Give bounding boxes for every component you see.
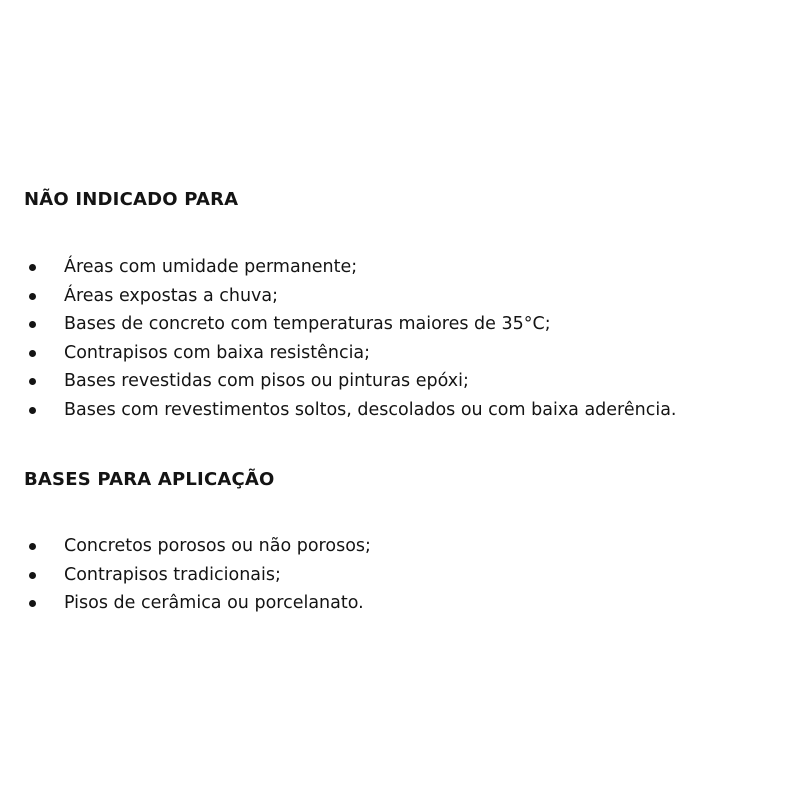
list-item (24, 532, 794, 561)
bullet-icon (29, 378, 36, 385)
list-item (24, 282, 794, 311)
list-item (24, 310, 794, 339)
document-body (24, 188, 794, 618)
section-title-not-indicated: NÃO INDICADO PARA (24, 189, 239, 210)
list-item-text: Pisos de cerâmica ou porcelanato. (64, 593, 364, 613)
list-item-text: Bases de concreto com temperaturas maiores de 35°C; (64, 314, 551, 334)
list-item (24, 589, 794, 618)
bullet-icon (29, 600, 36, 607)
bullet-icon (29, 572, 36, 579)
bullet-icon (29, 350, 36, 357)
list-item-text: Bases com revestimentos soltos, descolados ou com baixa aderência. (64, 399, 677, 420)
application-bases-list (24, 532, 794, 618)
list-item-text: Contrapisos tradicionais; (64, 564, 281, 585)
list-item (24, 561, 794, 590)
bullet-icon (29, 543, 36, 550)
bullet-icon (29, 321, 36, 328)
list-item-text: Áreas expostas a chuva; (64, 285, 279, 306)
list-item-text: Áreas com umidade permanente; (64, 257, 358, 277)
list-item (24, 367, 794, 396)
section-title-application-bases: BASES PARA APLICAÇÃO (24, 469, 275, 490)
list-item-text: Contrapisos com baixa resistência; (64, 342, 371, 363)
list-item (24, 253, 794, 282)
list-item (24, 339, 794, 368)
bullet-icon (29, 264, 36, 271)
bullet-icon (29, 407, 36, 414)
not-indicated-list (24, 253, 794, 424)
bullet-icon (29, 293, 36, 300)
list-item-text: Concretos porosos ou não porosos; (64, 536, 371, 556)
list-item (24, 396, 794, 425)
list-item-text: Bases revestidas com pisos ou pinturas epóxi; (64, 371, 469, 391)
